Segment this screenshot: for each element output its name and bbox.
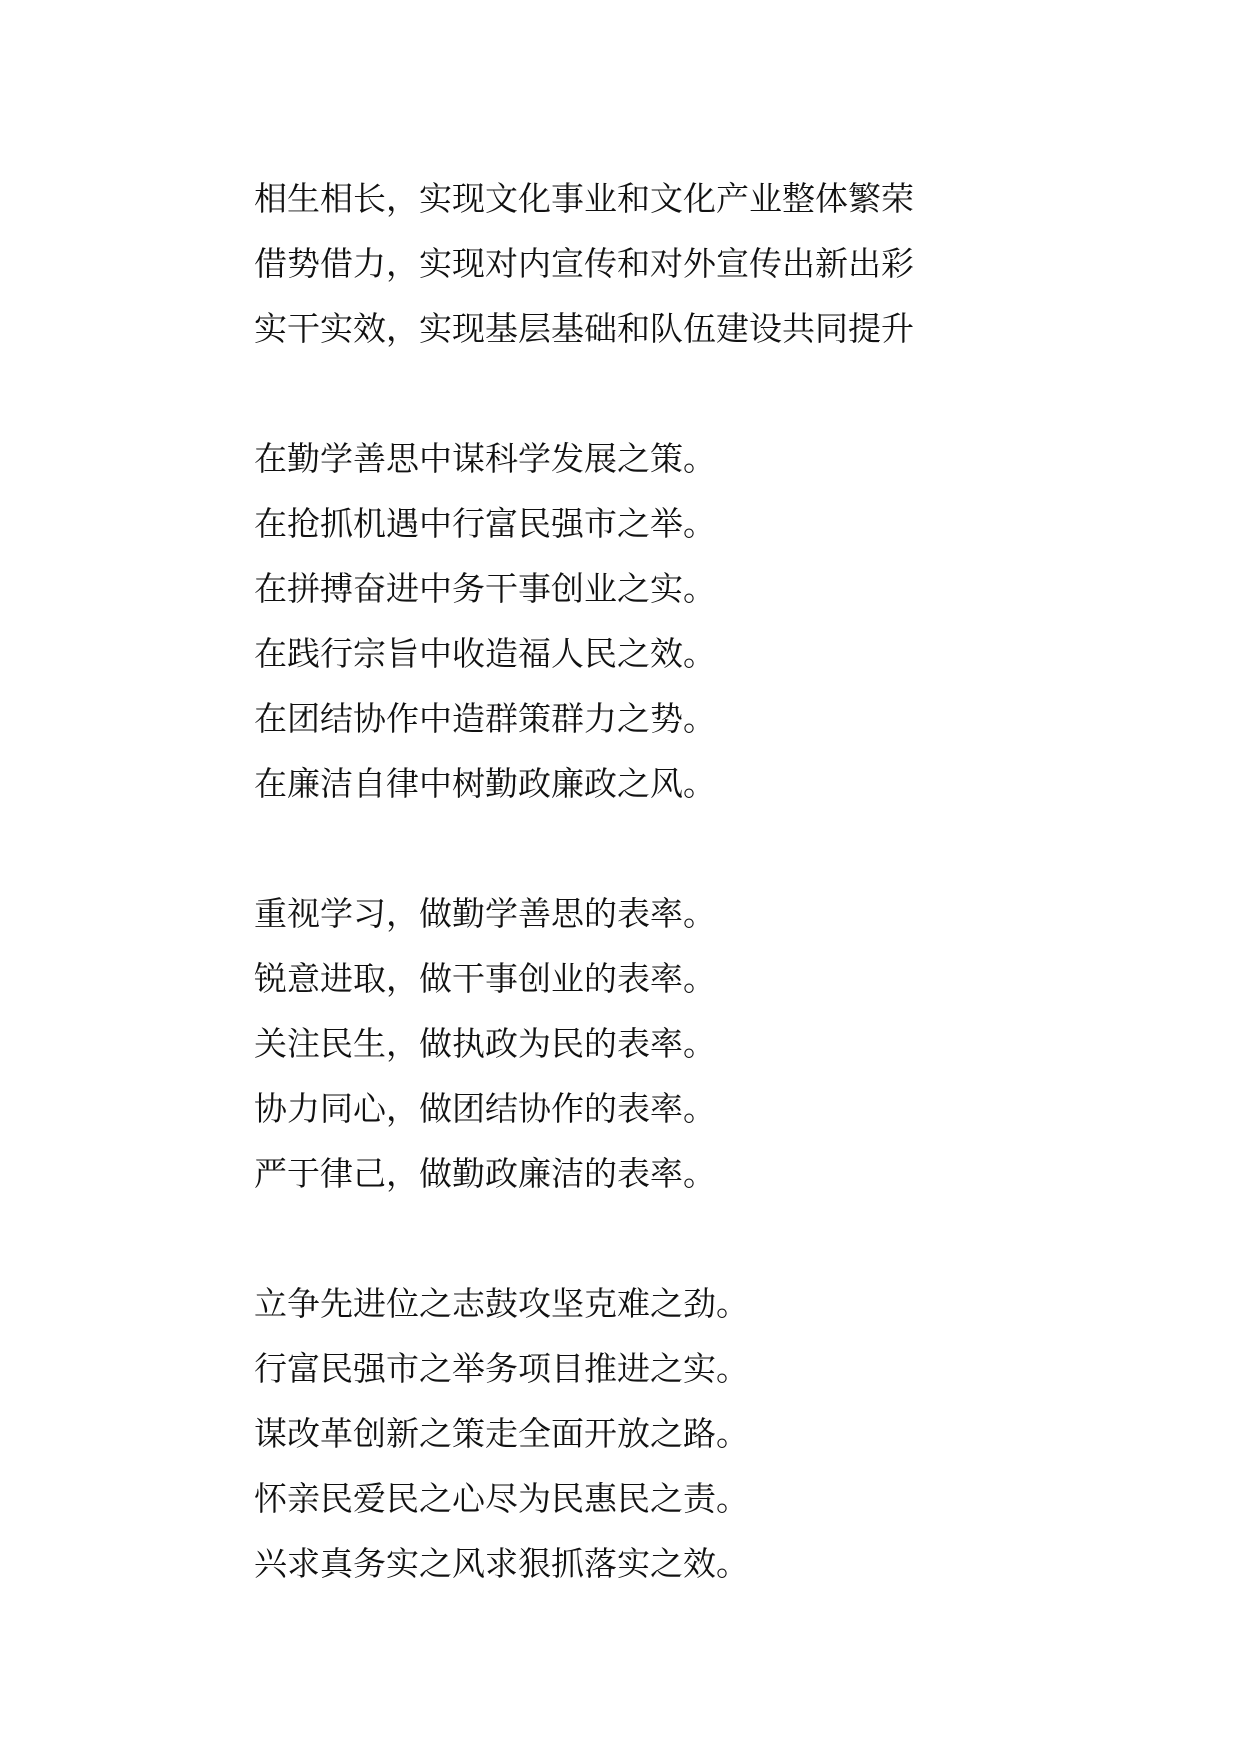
text-line: 在践行宗旨中收造福人民之效。 [254,634,716,673]
text-line: 实干实效，实现基层基础和队伍建设共同提升 [254,309,914,348]
text-line: 在勤学善思中谋科学发展之策。 [254,439,716,478]
text-section-1 [254,166,1014,361]
text-line: 在廉洁自律中树勤政廉政之风。 [254,764,716,803]
text-line: 协力同心，做团结协作的表率。 [254,1089,716,1128]
text-line: 严于律己，做勤政廉洁的表率。 [254,1154,716,1193]
document-body [254,166,1014,1596]
text-line: 立争先进位之志鼓攻坚克难之劲。 [254,1284,749,1323]
text-section-2 [254,426,1014,816]
text-line: 在抢抓机遇中行富民强市之举。 [254,504,716,543]
text-line: 重视学习，做勤学善思的表率。 [254,894,716,933]
text-line: 谋改革创新之策走全面开放之路。 [254,1414,749,1453]
text-line: 借势借力，实现对内宣传和对外宣传出新出彩 [254,244,914,283]
text-line: 相生相长，实现文化事业和文化产业整体繁荣 [254,179,914,218]
text-line: 关注民生，做执政为民的表率。 [254,1024,716,1063]
text-section-3 [254,881,1014,1206]
text-line: 兴求真务实之风求狠抓落实之效。 [254,1544,749,1583]
text-line: 在团结协作中造群策群力之势。 [254,699,716,738]
text-line: 在拼搏奋进中务干事创业之实。 [254,569,716,608]
text-line: 锐意进取，做干事创业的表率。 [254,959,716,998]
text-line: 怀亲民爱民之心尽为民惠民之责。 [254,1479,749,1518]
text-section-4 [254,1271,1014,1596]
text-line: 行富民强市之举务项目推进之实。 [254,1349,749,1388]
